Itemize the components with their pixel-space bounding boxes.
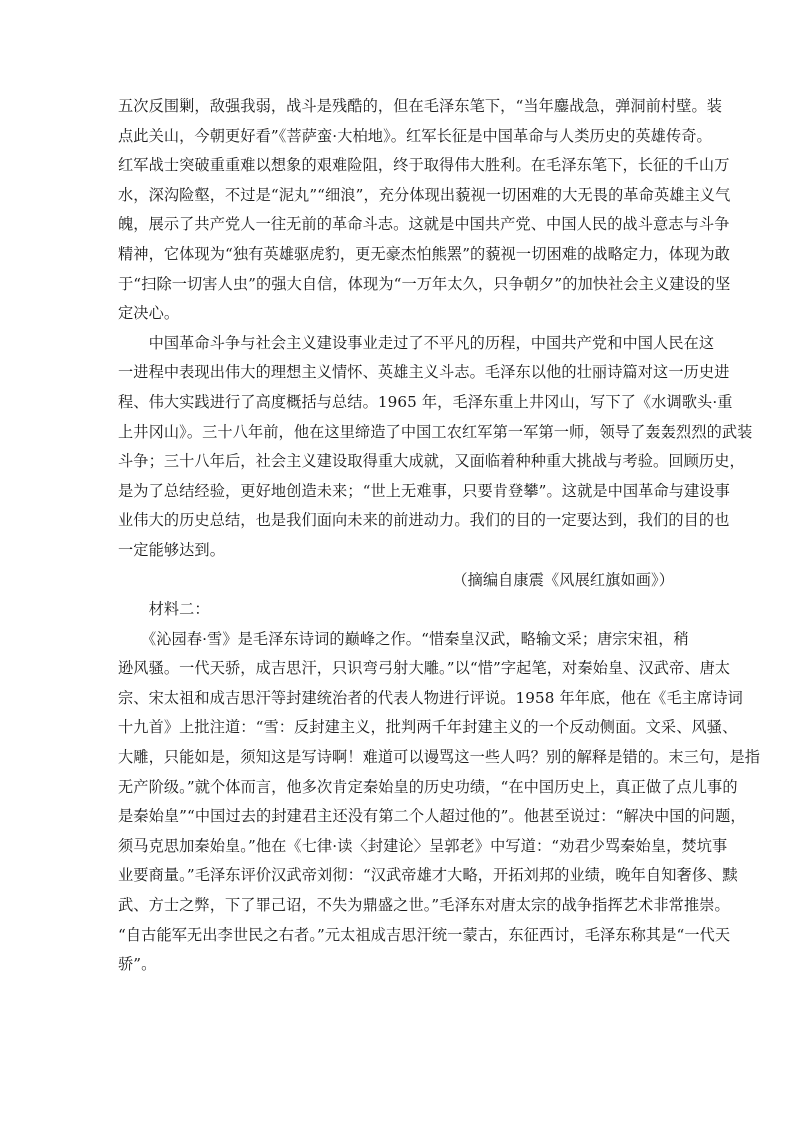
paragraph-line-7: 于“扫除一切害人虫”的强大自信，体现为“一万年太久，只争朝夕”的加快社会主义建设的坚 <box>118 274 731 293</box>
paragraph-line-20: 逊风骚。一代天骄，成吉思汗，只识弯弓射大雕。”以“惜”字起笔，对秦始皇、汉武帝、唐太 <box>118 659 731 678</box>
section-heading-material-two: 材料二： <box>118 600 210 619</box>
paragraph-line-16: 一定能够达到。 <box>118 540 226 559</box>
paragraph-line-22: 十九首》上批注道：“雪：反封建主义，批判两千年封建主义的一个反动侧面。文采、风骚、 <box>118 718 738 737</box>
paragraph-line-27: 业要商量。”毛泽东评价汉武帝刘彻：“汉武帝雄才大略，开拓刘邦的业绩，晚年自知奢侈、黩 <box>118 866 738 885</box>
paragraph-line-10: 一进程中表现出伟大的理想主义情怀、英雄主义斗志。毛泽东以他的壮丽诗篇对这一历史进 <box>118 363 730 382</box>
paragraph-line-23: 大雕，只能如是，须知这是写诗啊！难道可以谩骂这一些人吗？别的解释是错的。末三句，是指 <box>118 748 761 767</box>
paragraph-line-24: 无产阶级。”就个体而言，他多次肯定秦始皇的历史功绩，“在中国历史上，真正做了点儿事的 <box>118 777 738 796</box>
paragraph-line-12: 上井冈山》。三十八年前，他在这里缔造了中国工农红军第一军第一师，领导了轰轰烈烈的武装 <box>118 422 753 441</box>
document-page <box>118 92 761 980</box>
source-citation: （摘编自康震《风展红旗如画》） <box>452 570 674 589</box>
paragraph-line-29: “自古能军无出李世民之右者。”元太祖成吉思汗统一蒙古，东征西讨，毛泽东称其是“一代天 <box>118 925 731 944</box>
paragraph-line-3: 红军战士突破重重难以想象的艰难险阻，终于取得伟大胜利。在毛泽东笔下，长征的千山万 <box>118 156 730 175</box>
paragraph-line-9: 中国革命斗争与社会主义建设事业走过了不平凡的历程，中国共产党和中国人民在这 <box>118 333 715 352</box>
paragraph-line-11: 程、伟大实践进行了高度概括与总结。1965 年，毛泽东重上井冈山，写下了《水调歌头·重 <box>118 392 733 411</box>
paragraph-line-13: 斗争；三十八年后，社会主义建设取得重大成就，又面临着种种重大挑战与考验。回顾历史， <box>118 452 745 471</box>
paragraph-line-6: 精神，它体现为“独有英雄驱虎豹，更无豪杰怕熊罴”的藐视一切困难的战略定力，体现为敢 <box>118 244 730 263</box>
paragraph-line-4: 水，深沟险壑，不过是“泥丸”“细浪”，充分体现出藐视一切困难的大无畏的革命英雄主义气 <box>118 185 731 204</box>
paragraph-line-30: 骄”。 <box>118 955 157 974</box>
paragraph-line-15: 业伟大的历史总结，也是我们面向未来的前进动力。我们的目的一定要达到，我们的目的也 <box>118 511 730 530</box>
paragraph-line-25: 是秦始皇”“中国过去的封建君主还没有第二个人超过他的”。他甚至说过：“解决中国的问题， <box>118 807 746 826</box>
paragraph-line-26: 须马克思加秦始皇。”他在《七律·读〈封建论〉呈郭老》中写道：“劝君少骂秦始皇，焚坑事 <box>118 836 728 855</box>
paragraph-line-5: 魄，展示了共产党人一往无前的革命斗志。这就是中国共产党、中国人民的战斗意志与斗争 <box>118 215 730 234</box>
paragraph-line-1: 五次反围剿，敌强我弱，战斗是残酷的，但在毛泽东笔下，“当年鏖战急，弹洞前村壁。装 <box>118 97 723 115</box>
paragraph-line-8: 定决心。 <box>118 304 180 323</box>
paragraph-line-21: 宗、宋太祖和成吉思汗等封建统治者的代表人物进行评说。1958 年年底，他在《毛主席诗词 <box>118 688 743 707</box>
paragraph-line-19: 《沁园春·雪》是毛泽东诗词的巅峰之作。“惜秦皇汉武，略输文采；唐宗宋祖，稍 <box>118 629 689 648</box>
paragraph-line-14: 是为了总结经验，更好地创造未来；“世上无难事，只要肯登攀”。这就是中国革命与建设事 <box>118 481 730 500</box>
paragraph-line-28: 武、方士之弊，下了罪己诏，不失为鼎盛之世。”毛泽东对唐太宗的战争指挥艺术非常推崇。 <box>118 896 730 915</box>
paragraph-line-2: 点此关山，今朝更好看”《菩萨蛮·大柏地》。红军长征是中国革命与人类历史的英雄传奇。 <box>118 126 712 145</box>
